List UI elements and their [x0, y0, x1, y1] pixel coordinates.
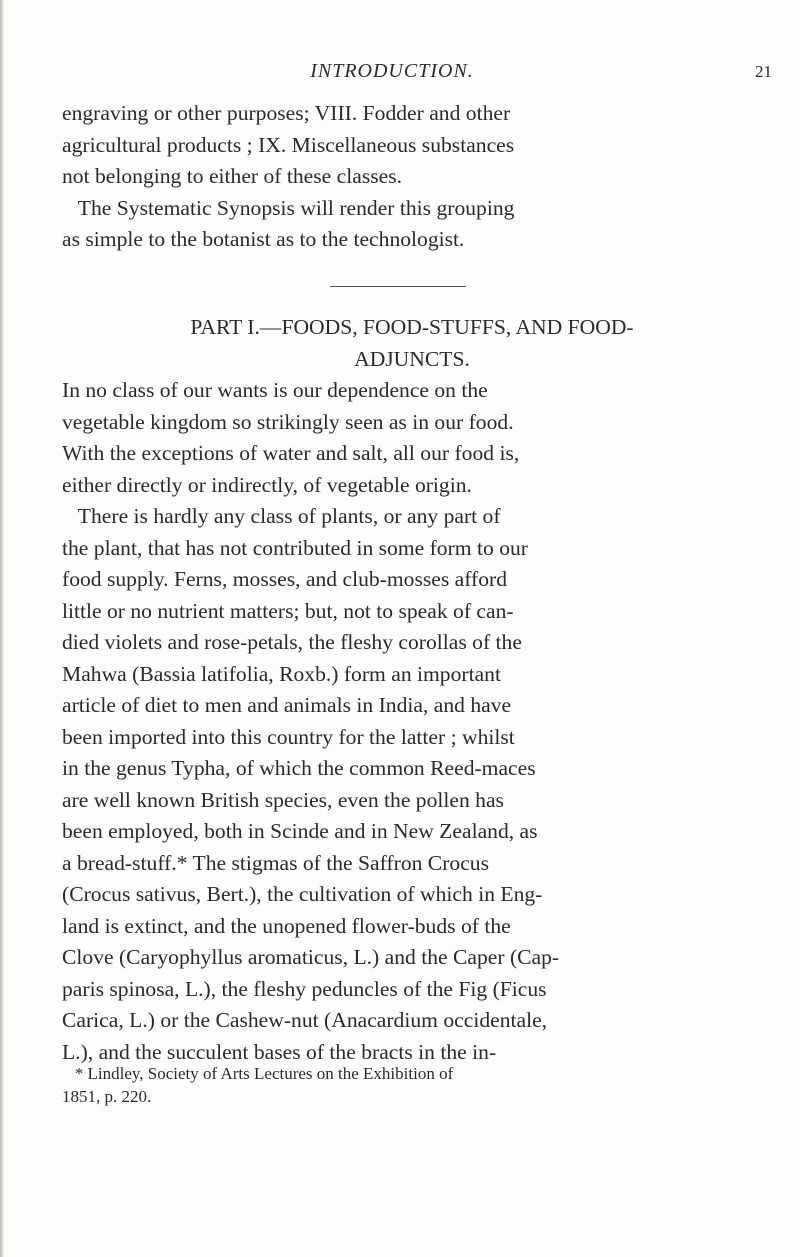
paragraph-continued: [62, 98, 762, 256]
text-line: the plant, that has not contributed in some form to our: [62, 535, 528, 560]
text-line: a bread-stuff.* The stigmas of the Saffron Crocus: [62, 850, 489, 875]
text-line: The Systematic Synopsis will render this grouping: [62, 195, 515, 220]
text-line: are well known British species, even the pollen has: [62, 787, 504, 812]
text-line: vegetable kingdom so strikingly seen as in our food.: [62, 409, 514, 434]
text-line: In no class of our wants is our dependence on the: [62, 378, 488, 402]
text-line: food supply. Ferns, mosses, and club-mosses afford: [62, 567, 508, 591]
heading-line: ADJUNCTS.: [354, 346, 470, 371]
heading-line: PART I.—FOODS, FOOD-STUFFS, AND FOOD-: [190, 315, 634, 339]
text-line: Clove (Caryophyllus aromaticus, L.) and the Caper (Cap-: [62, 945, 560, 969]
text-line: been employed, both in Scinde and in New Zealand, as: [62, 819, 538, 843]
page-number: 21: [755, 62, 772, 81]
text-line: either directly or indirectly, of vegetable origin.: [62, 472, 472, 497]
page-edge-shadow: [0, 0, 4, 1257]
body-paragraph: [62, 375, 762, 1068]
footnote: [62, 1062, 762, 1108]
section-divider: [330, 286, 466, 287]
text-line: Carica, L.) or the Cashew-nut (Anacardium occidentale,: [62, 1008, 548, 1032]
text-line: not belonging to either of these classes.: [62, 164, 403, 188]
text-line: been imported into this country for the latter ; whilst: [62, 724, 515, 749]
text-line: L.), and the succulent bases of the bracts in the in-: [62, 1039, 497, 1064]
running-head: [0, 60, 800, 90]
text-line: article of diet to men and animals in India, and have: [62, 693, 512, 717]
text-line: paris spinosa, L.), the fleshy peduncles of the Fig (Ficus: [62, 976, 547, 1001]
text-line: agricultural products ; IX. Miscellaneous substances: [62, 132, 515, 157]
text-line: (Crocus sativus, Bert.), the cultivation of which in Eng-: [62, 882, 543, 906]
text-line: died violets and rose-petals, the fleshy corollas of the: [62, 630, 522, 654]
text-line: as simple to the botanist as to the technologist.: [62, 227, 465, 251]
text-line: in the genus Typha, of which the common Reed-maces: [62, 756, 536, 780]
text-line: little or no nutrient matters; but, not to speak of can-: [62, 598, 514, 623]
text-line: There is hardly any class of plants, or any part of: [62, 504, 501, 528]
text-line: With the exceptions of water and salt, all our food is,: [62, 441, 520, 465]
footnote-line: * Lindley, Society of Arts Lectures on the Exhibition of: [62, 1064, 454, 1083]
footnote-line: 1851, p. 220.: [62, 1087, 152, 1106]
running-title: INTRODUCTION.: [310, 60, 474, 82]
text-line: Mahwa (Bassia latifolia, Roxb.) form an important: [62, 661, 501, 686]
text-line: land is extinct, and the unopened flower-buds of the: [62, 913, 511, 938]
text-line: engraving or other purposes; VIII. Fodder and other: [62, 101, 511, 125]
part-heading: [62, 312, 762, 375]
